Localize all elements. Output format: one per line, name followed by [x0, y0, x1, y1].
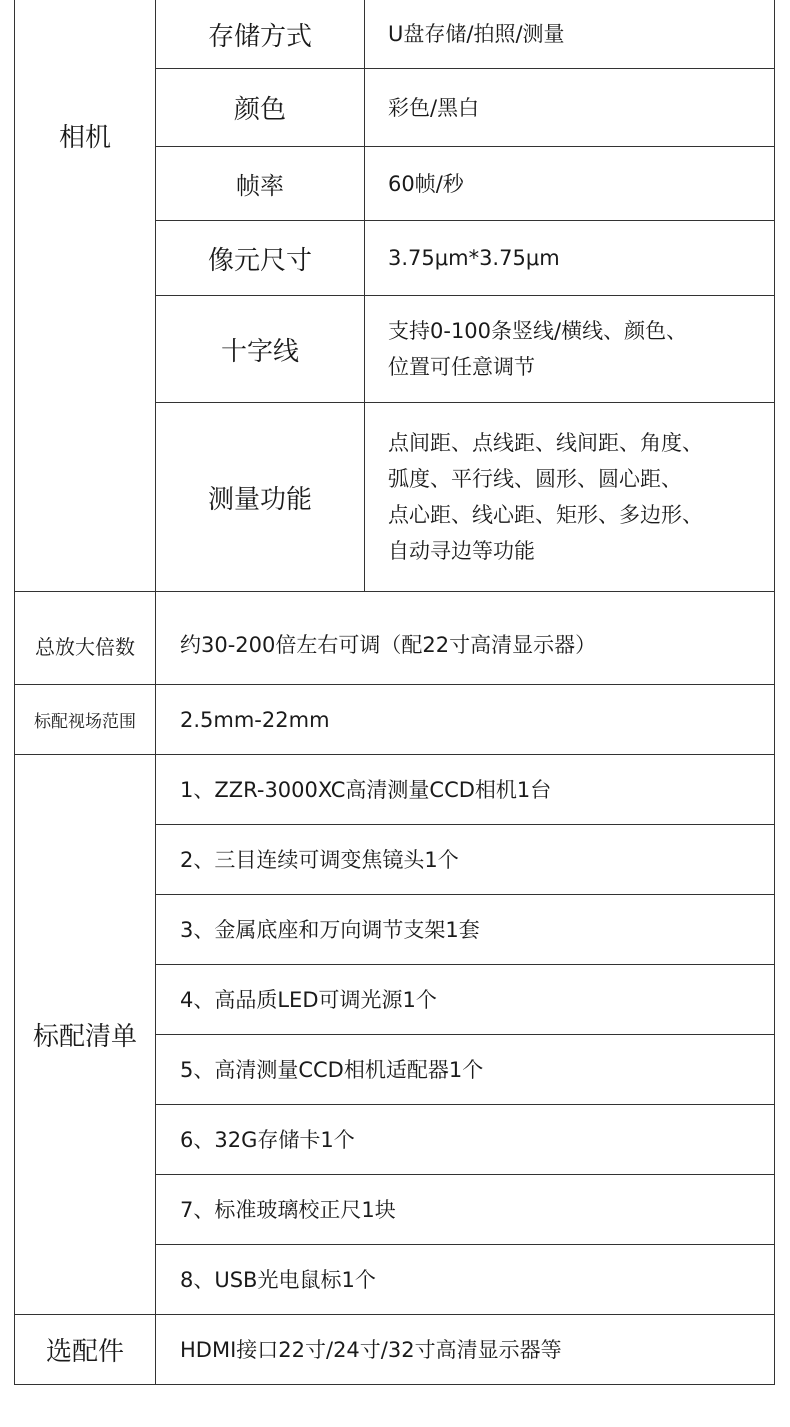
- crosshair-line-2: 位置可任意调节: [388, 355, 535, 379]
- table-border-right: [774, 0, 775, 1385]
- list-item: 2、三目连续可调变焦镜头1个: [180, 847, 459, 872]
- measurement-line-4: 自动寻边等功能: [388, 539, 535, 563]
- measurement-label: 测量功能: [207, 484, 312, 515]
- storage-label: 存储方式: [207, 21, 312, 52]
- measurement-line-1: 点间距、点线距、线间距、角度、: [388, 431, 703, 455]
- crosshair-line-1: 支持0-100条竖线/横线、颜色、: [388, 319, 688, 343]
- standard-list-label: 标配清单: [32, 1022, 137, 1052]
- list-item: 1、ZZR-3000XC高清测量CCD相机1台: [180, 777, 552, 802]
- color-label: 颜色: [233, 95, 286, 125]
- list-item: 5、高清测量CCD相机适配器1个: [180, 1057, 484, 1082]
- crosshair-label: 十字线: [220, 336, 299, 367]
- frame-rate-label: 帧率: [236, 172, 284, 200]
- magnification-label: 总放大倍数: [35, 634, 135, 659]
- accessories-label: 选配件: [45, 1337, 124, 1367]
- frame-rate-value: 60帧/秒: [388, 171, 464, 196]
- measurement-line-3: 点心距、线心距、矩形、多边形、: [388, 503, 703, 527]
- storage-value: U盘存储/拍照/测量: [388, 22, 565, 46]
- pixel-size-value: 3.75μm*3.75μm: [388, 246, 560, 270]
- crosshair-value: [365, 296, 774, 402]
- list-item: 6、32G存储卡1个: [180, 1127, 355, 1152]
- list-item: 3、金属底座和万向调节支架1套: [180, 917, 480, 942]
- list-item: 8、USB光电鼠标1个: [180, 1267, 376, 1292]
- camera-group-label: 相机: [58, 122, 111, 153]
- table-border-bottom: [14, 1384, 775, 1385]
- pixel-size-label: 像元尺寸: [207, 245, 312, 276]
- list-item: 7、标准玻璃校正尺1块: [180, 1197, 396, 1222]
- field-of-view-label: 标配视场范围: [34, 712, 136, 732]
- color-value: 彩色/黑白: [388, 95, 480, 120]
- magnification-value: 约30-200倍左右可调（配22寸高清显示器）: [180, 633, 597, 657]
- measurement-value: [365, 403, 774, 591]
- measurement-line-2: 弧度、平行线、圆形、圆心距、: [388, 467, 682, 491]
- field-of-view-value: 2.5mm-22mm: [180, 707, 330, 732]
- accessories-value: HDMI接口22寸/24寸/32寸高清显示器等: [180, 1337, 562, 1362]
- list-item: 4、高品质LED可调光源1个: [180, 987, 437, 1012]
